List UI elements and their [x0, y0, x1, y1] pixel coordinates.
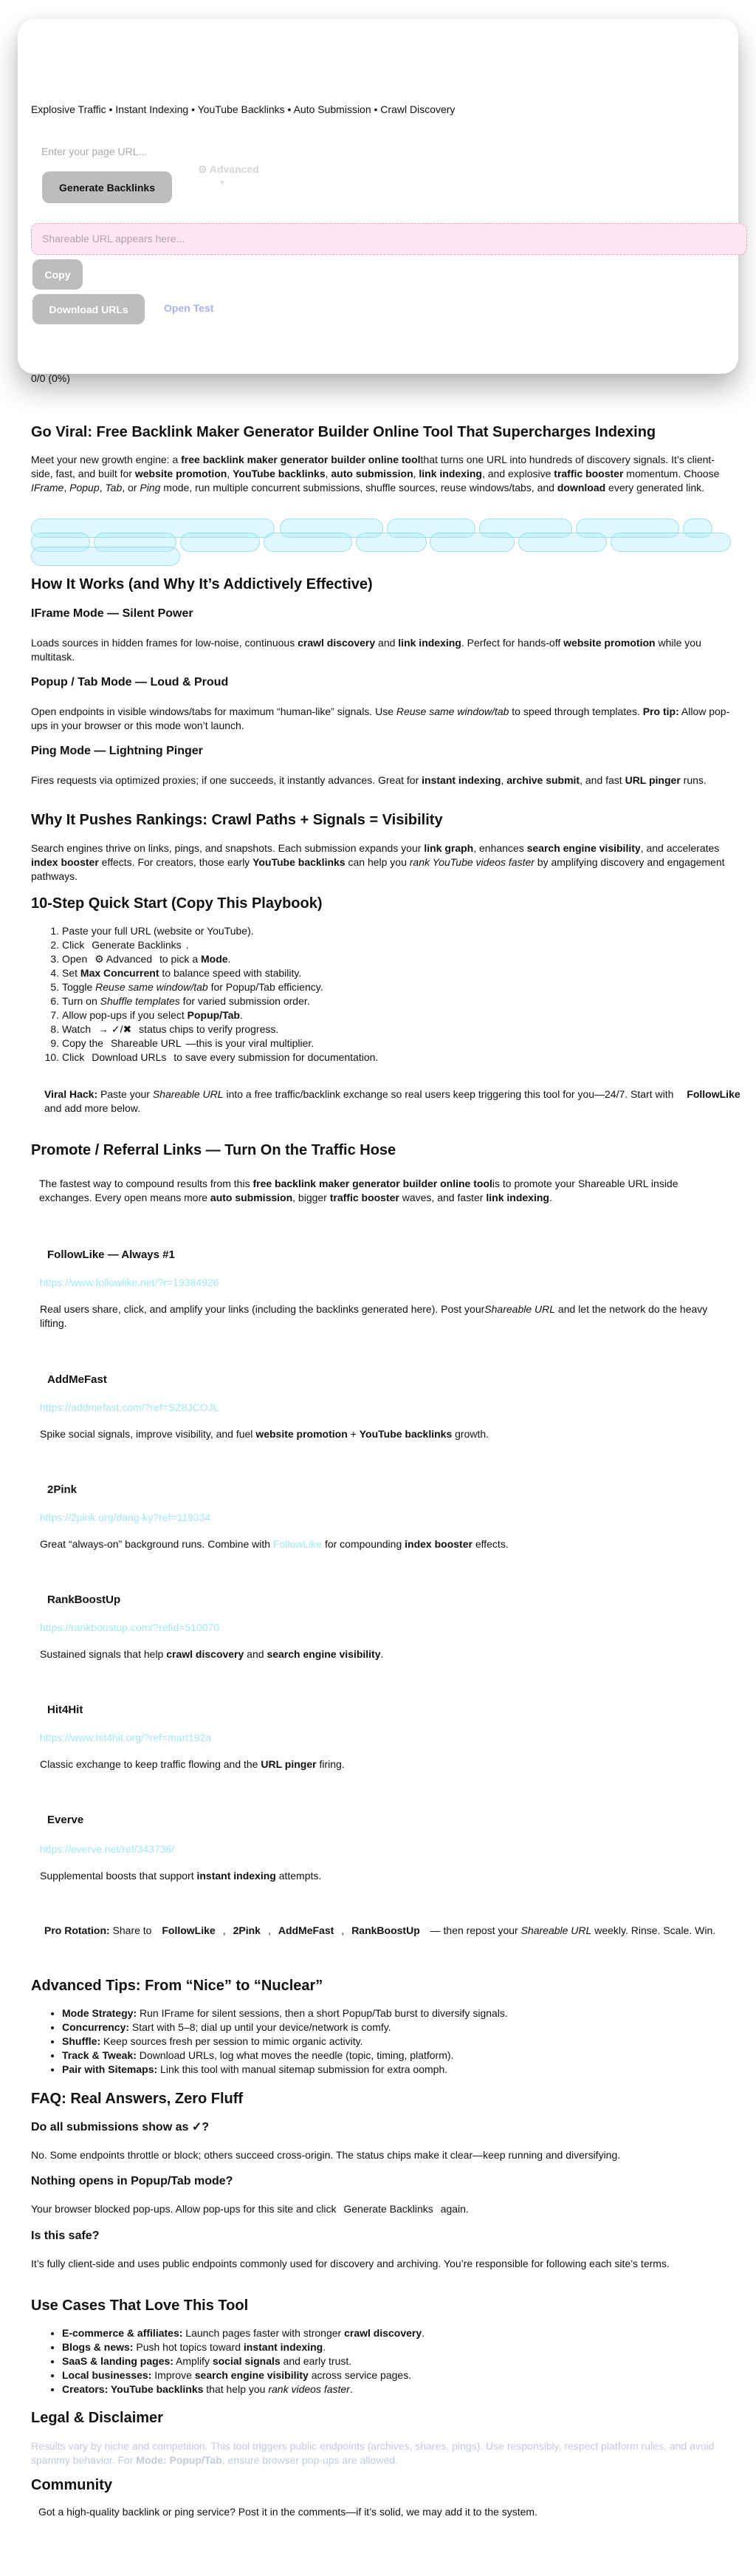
referral-link[interactable]: https://2pink.org/dang-ky?ref=119334: [40, 1511, 211, 1523]
referral-description: Classic exchange to keep traffic flowing and the URL pinger firing.: [40, 1758, 345, 1770]
advanced-tips-heading: Advanced Tips: From “Nice” to “Nuclear”: [31, 1978, 323, 1994]
community-heading: Community: [31, 2477, 112, 2493]
step: 1. Paste your full URL (website or YouTube).: [62, 924, 378, 938]
quickstart-heading: 10-Step Quick Start (Copy This Playbook): [31, 895, 323, 912]
referral-name: Everve: [47, 1814, 84, 1826]
why-heading: Why It Pushes Rankings: Crawl Paths + Signals = Visibility: [31, 812, 443, 828]
tool-tagline: Explosive Traffic • Instant Indexing • YouTube Backlinks • Auto Submission • Crawl Discovery: [31, 103, 456, 115]
referral-link[interactable]: https://rankboostup.com/?refid=510070: [40, 1622, 220, 1633]
step: 6. Turn on Shuffle templates for varied submission order.: [62, 994, 378, 1008]
legal-heading: Legal & Disclaimer: [31, 2410, 163, 2426]
intro-heading: Go Viral: Free Backlink Maker Generator Builder Online Tool That Supercharges Indexing: [31, 424, 656, 440]
referral-link[interactable]: https://addmefast.com/?ref=SZ8JCOJL: [40, 1401, 219, 1413]
referral-description: Supplemental boosts that support instant indexing attempts.: [40, 1870, 322, 1882]
step: 4. Set Max Concurrent to balance speed with stability.: [62, 966, 378, 980]
promote-heading: Promote / Referral Links — Turn On the Traffic Hose: [31, 1142, 396, 1158]
keyword-chip[interactable]: [518, 533, 607, 552]
how-it-works-heading: How It Works (and Why It’s Addictively Effective): [31, 576, 373, 592]
tip-item: • Mode Strategy: Run IFrame for silent sessions, then a short Popup/Tab burst to diversify signals.: [62, 2006, 508, 2020]
iframe-mode-text: Loads sources in hidden frames for low-noise, continuous crawl discovery and link indexing. Perfect for hands-off website promotion while you multitask.: [31, 637, 701, 663]
tip-item: • Shuffle: Keep sources fresh per session to mimic organic activity.: [62, 2035, 508, 2049]
use-cases-heading: Use Cases That Love This Tool: [31, 2297, 249, 2314]
why-text: Search engines thrive on links, pings, and snapshots. Each submission expands your link graph, enhances search engine visibility, and accelerates index booster effects. For creators, those early YouTube backlinks can help you rank YouTube videos faster by amplifying discovery and engagement pathways.: [31, 842, 725, 882]
step: 9. Copy the Shareable URL —this is your viral multiplier.: [62, 1036, 378, 1050]
ping-mode-heading: Ping Mode — Lightning Pinger: [31, 745, 203, 757]
step: 10. Click Download URLs to save every submission for documentation.: [62, 1050, 378, 1065]
faq-answer: It’s fully client-side and uses public endpoints commonly used for discovery and archiving. You’re responsible for following each site’s terms.: [31, 2258, 670, 2269]
followlike-inline-link[interactable]: FollowLike: [272, 1538, 323, 1550]
use-case-item: • Creators: YouTube backlinks that help you rank videos faster.: [62, 2382, 425, 2396]
step: 7. Allow pop-ups if you select Popup/Tab.: [62, 1008, 378, 1022]
open-test-link[interactable]: Open Test: [164, 302, 214, 314]
faq-question: Nothing opens in Popup/Tab mode?: [31, 2175, 233, 2187]
rotation-link[interactable]: AddMeFast: [278, 1924, 334, 1936]
iframe-mode-heading: IFrame Mode — Silent Power: [31, 607, 193, 620]
referral-description: Spike social signals, improve visibility, and fuel website promotion + YouTube backlinks growth.: [40, 1428, 489, 1440]
referral-description: Real users share, click, and amplify your links (including the backlinks generated here). Post yourShareable URL and let the network do the heavy lifting.: [40, 1303, 708, 1329]
tip-item: • Concurrency: Start with 5–8; dial up until your device/network is comfy.: [62, 2020, 508, 2035]
popup-mode-text: Open endpoints in visible windows/tabs for maximum “human-like” signals. Use Reuse same window/tab to speed through templates. Pro tip: Allow pop-ups in your browser or this mode won’t launch.: [31, 706, 730, 731]
faq-answer: Your browser blocked pop-ups. Allow pop-ups for this site and click Generate Backlinks again.: [31, 2203, 469, 2215]
keyword-chip[interactable]: [611, 533, 731, 552]
faq-question: Do all submissions show as ✓?: [31, 2121, 210, 2133]
step: 3. Open ⚙ Advanced to pick a Mode.: [62, 952, 378, 966]
referral-link[interactable]: https://www.followlike.net/?r=19384926: [40, 1277, 219, 1288]
keyword-chips: [31, 519, 740, 558]
keyword-chip[interactable]: [31, 547, 180, 566]
backlink-tool-card: [18, 19, 738, 384]
use-case-item: • SaaS & landing pages: Amplify social signals and early trust.: [62, 2354, 425, 2368]
intro-paragraph: Meet your new growth engine: a free backlink maker generator builder online toolthat turns one URL into hundreds of discovery signals. It’s client-side, fast, and built for website promotion, YouTube backlinks, auto submission, link indexing, and explosive traffic booster momentum. Choose IFrame, Popup, Tab, or Ping mode, run multiple concurrent submissions, shuffle sources, reuse windows/tabs, and download every generated link.: [31, 454, 720, 493]
step: 5. Toggle Reuse same window/tab for Popup/Tab efficiency.: [62, 980, 378, 994]
rotation-link[interactable]: RankBoostUp: [351, 1924, 420, 1936]
shareable-url-field[interactable]: Shareable URL appears here...: [31, 223, 747, 255]
referral-description: Sustained signals that help crawl discovery and search engine visibility.: [40, 1648, 384, 1660]
keyword-chip[interactable]: [264, 533, 352, 552]
referral-description: Great “always-on” background runs. Combine with FollowLike for compounding index booster effects.: [40, 1538, 509, 1550]
referral-link[interactable]: https://www.hit4hit.org/?ref=mart192a: [40, 1732, 212, 1743]
keyword-chip[interactable]: [356, 533, 427, 552]
referral-link[interactable]: https://everve.net/ref/343736/: [40, 1843, 175, 1855]
use-case-item: • Local businesses: Improve search engine visibility across service pages.: [62, 2368, 425, 2382]
progress-counter: 0/0 (0%): [31, 372, 70, 384]
tip-item: • Track & Tweak: Download URLs, log what moves the needle (topic, timing, platform).: [62, 2049, 508, 2063]
ping-mode-text: Fires requests via optimized proxies; if one succeeds, it instantly advances. Great for instant indexing, archive submit, and fast URL pinger runs.: [31, 774, 707, 786]
page-url-input[interactable]: [40, 142, 338, 161]
viral-hack-callout: Viral Hack: Paste your Shareable URL into a free traffic/backlink exchange so real users keep triggering this tool for you—24/7. Start with FollowLike and add more below.: [44, 1087, 753, 1116]
advanced-label: ⚙ Advanced: [198, 163, 259, 175]
promote-text: The fastest way to compound results from this free backlink maker generator builder online toolis to promote your Shareable URL inside exchanges. Every open means more auto submission, bigger traffic booster waves, and faster link indexing.: [39, 1178, 678, 1203]
quickstart-steps: [31, 924, 378, 1065]
step: 8. Watch → ✓/✖ status chips to verify progress.: [62, 1022, 378, 1036]
faq-heading: FAQ: Real Answers, Zero Fluff: [31, 2091, 244, 2107]
referral-name: AddMeFast: [47, 1373, 107, 1386]
use-case-item: • E-commerce & affiliates: Launch pages faster with stronger crawl discovery.: [62, 2326, 425, 2340]
rotation-link[interactable]: FollowLike: [162, 1924, 216, 1936]
use-cases-list: [31, 2326, 425, 2396]
faq-answer: No. Some endpoints throttle or block; others succeed cross-origin. The status chips make it clear—keep running and diversifying.: [31, 2149, 621, 2161]
step: 2. Click Generate Backlinks .: [62, 938, 378, 952]
status-chips-icon: → ✓/✖: [98, 1023, 132, 1035]
rotation-link[interactable]: 2Pink: [233, 1924, 261, 1936]
use-case-item: • Blogs & news: Push hot topics toward instant indexing.: [62, 2340, 425, 2354]
advanced-toggle[interactable]: [195, 163, 269, 187]
pro-rotation-callout: Pro Rotation: Share to FollowLike , 2Pink , AddMeFast , RankBoostUp — then repost your Shareable URL weekly. Rinse. Scale. Win.: [44, 1924, 716, 1936]
legal-text: Results vary by niche and competition. This tool triggers public endpoints (archives, shares, pings). Use responsibly, respect platform rules, and avoid spammy behavior. For Mode: Popup/Tab, ensure browser pop-ups are allowed.: [31, 2440, 715, 2466]
copy-button[interactable]: Copy: [32, 259, 83, 290]
generate-backlinks-button[interactable]: Generate Backlinks: [42, 171, 172, 203]
faq-question: Is this safe?: [31, 2230, 100, 2242]
download-urls-button[interactable]: Download URLs: [32, 294, 145, 324]
popup-mode-heading: Popup / Tab Mode — Loud & Proud: [31, 676, 229, 689]
referral-name: Hit4Hit: [47, 1704, 83, 1716]
keyword-chip[interactable]: [180, 533, 260, 552]
community-text: Got a high-quality backlink or ping service? Post it in the comments—if it’s solid, we may add it to the system.: [38, 2506, 537, 2518]
referral-name: 2Pink: [47, 1483, 78, 1496]
keyword-chip[interactable]: [430, 533, 515, 552]
chevron-down-icon: ▼: [219, 178, 226, 186]
followlike-inline-link[interactable]: FollowLike: [687, 1088, 740, 1100]
advanced-tips-list: [31, 2006, 508, 2077]
referral-name: FollowLike — Always #1: [47, 1248, 175, 1261]
tip-item: • Pair with Sitemaps: Link this tool with manual sitemap submission for extra oomph.: [62, 2063, 508, 2077]
referral-name: RankBoostUp: [47, 1593, 121, 1606]
